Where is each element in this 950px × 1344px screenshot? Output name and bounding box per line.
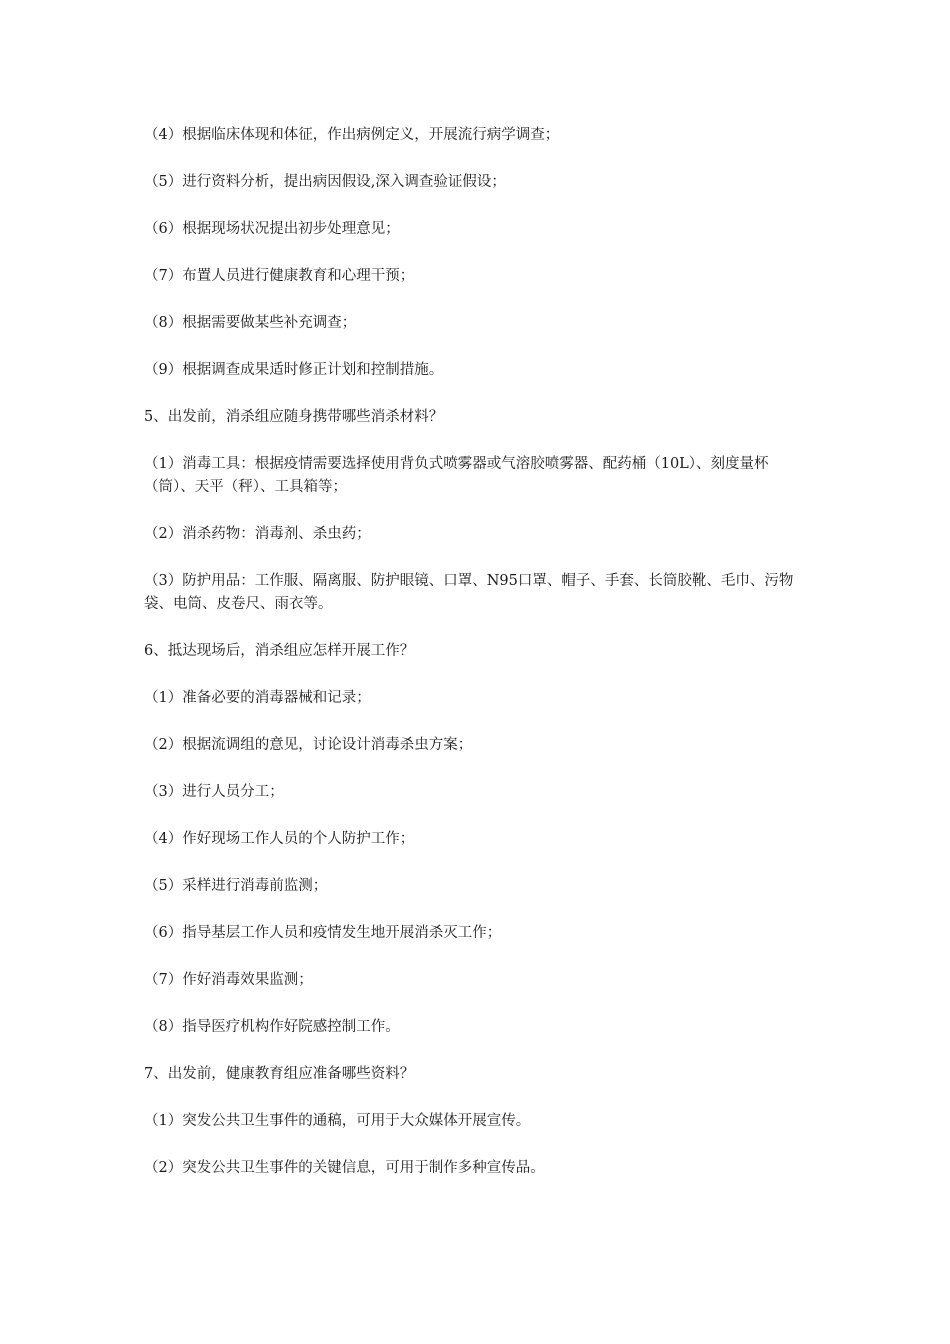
- list-item: （4）根据临床体现和体征，作出病例定义，开展流行病学调查；: [144, 127, 560, 143]
- list-item: （4）作好现场工作人员的个人防护工作；: [144, 831, 415, 847]
- list-item: （3）进行人员分工；: [144, 784, 284, 800]
- list-item: （8）指导医疗机构作好院感控制工作。: [144, 1019, 400, 1035]
- list-item: （1）准备必要的消毒器械和记录；: [144, 690, 371, 706]
- list-item: （2）突发公共卫生事件的关键信息，可用于制作多种宣传品。: [144, 1160, 545, 1176]
- list-item: （7）布置人员进行健康教育和心理干预；: [144, 268, 415, 284]
- section-question: 7、出发前，健康教育组应准备哪些资料？: [144, 1066, 415, 1082]
- section-question: 5、出发前，消杀组应随身携带哪些消杀材料？: [144, 409, 444, 425]
- list-item: （5）进行资料分析，提出病因假设,深入调查验证假设；: [144, 174, 506, 190]
- list-item: （9）根据调查成果适时修正计划和控制措施。: [144, 362, 444, 378]
- list-item: （1）突发公共卫生事件的通稿，可用于大众媒体开展宣传。: [144, 1113, 531, 1129]
- section-question: 6、抵达现场后，消杀组应怎样开展工作？: [144, 643, 415, 659]
- list-item: （6）指导基层工作人员和疫情发生地开展消杀灭工作；: [144, 925, 502, 941]
- list-item: （3）防护用品：工作服、隔离服、防护眼镜、口罩、N95口罩、帽子、手套、长筒胶靴、毛巾、污物袋、电筒、皮卷尺、雨衣等。: [144, 573, 794, 612]
- list-item: （5）采样进行消毒前监测；: [144, 878, 328, 894]
- list-item: （2）消杀药物：消毒剂、杀虫药；: [144, 526, 371, 542]
- document-body: [144, 124, 808, 1204]
- list-item: （2）根据流调组的意见，讨论设计消毒杀虫方案；: [144, 737, 473, 753]
- list-item: （6）根据现场状况提出初步处理意见；: [144, 221, 400, 237]
- list-item: （8）根据需要做某些补充调查；: [144, 315, 357, 331]
- list-item: （1）消毒工具：根据疫情需要选择使用背负式喷雾器或气溶胶喷雾器、配药桶（10L）、刻度量杯（筒）、天平（秤）、工具箱等；: [144, 456, 769, 495]
- list-item: （7）作好消毒效果监测；: [144, 972, 313, 988]
